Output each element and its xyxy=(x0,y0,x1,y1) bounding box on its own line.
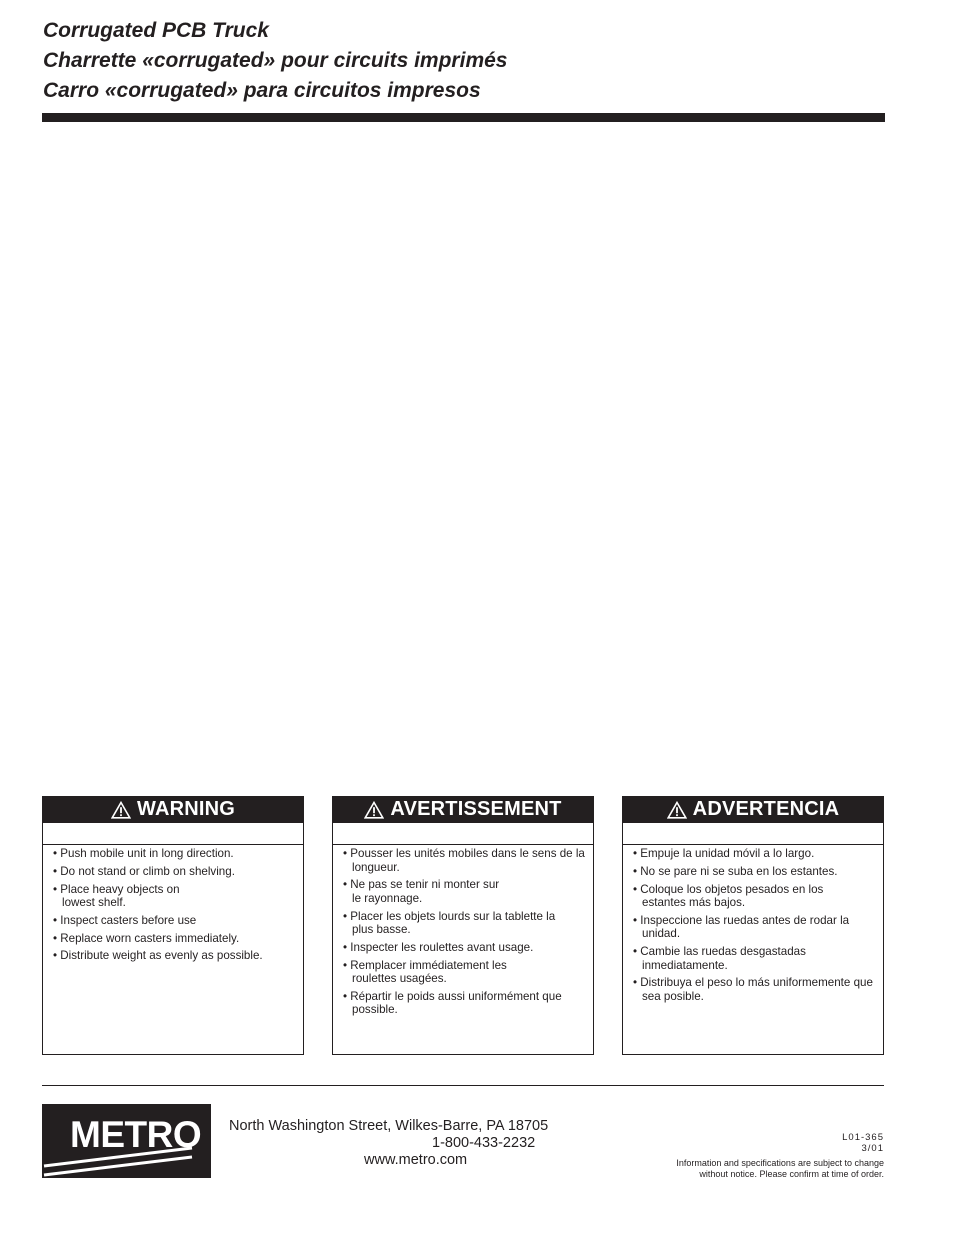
warning-box-spanish xyxy=(622,796,884,1056)
logo-wordmark: METRO xyxy=(70,1114,202,1155)
warning-header-label: ADVERTENCIA xyxy=(692,798,840,820)
warning-list xyxy=(333,845,593,1017)
warning-item: • Distribuya el peso lo más uniformemente que sea posible. xyxy=(633,976,877,1003)
warning-item: • Empuje la unidad móvil a lo largo. xyxy=(633,847,877,861)
title-divider xyxy=(42,113,885,122)
warning-item: • Placer les objets lourds sur la tablette la plus basse. xyxy=(343,910,587,937)
warning-item: • Ne pas se tenir ni monter sur le rayonnage. xyxy=(343,878,587,905)
warning-header xyxy=(332,796,594,823)
warning-body xyxy=(42,823,304,1055)
title-english: Corrugated PCB Truck xyxy=(43,19,269,42)
company-address: North Washington Street, Wilkes-Barre, PA 18705 xyxy=(229,1118,549,1134)
metro-logo xyxy=(42,1104,211,1178)
warning-item: • Inspect casters before use xyxy=(53,914,297,928)
document-number-block xyxy=(842,1132,884,1154)
warning-triangle-icon xyxy=(111,801,131,819)
warning-item: • Inspeccione las ruedas antes de rodar la unidad. xyxy=(633,914,877,941)
warning-list xyxy=(43,845,303,963)
warning-box-english xyxy=(42,796,304,1056)
warning-item: • Pousser les unités mobiles dans le sens de la longueur. xyxy=(343,847,587,874)
company-phone: 1-800-433-2232 xyxy=(432,1135,536,1151)
title-french: Charrette «corrugated» pour circuits imprimés xyxy=(43,49,508,72)
warning-item: • Do not stand or climb on shelving. xyxy=(53,865,297,879)
warning-body xyxy=(622,823,884,1055)
warning-body xyxy=(332,823,594,1055)
warning-header-label: AVERTISSEMENT xyxy=(390,798,562,820)
warning-item: • Remplacer immédiatement les roulettes usagées. xyxy=(343,959,587,986)
warning-item: • Coloque los objetos pesados en los estantes más bajos. xyxy=(633,883,877,910)
warning-header-label: WARNING xyxy=(136,798,236,820)
warning-item: • Inspecter les roulettes avant usage. xyxy=(343,941,587,955)
company-website[interactable]: www.metro.com xyxy=(364,1152,468,1168)
document-number: L01-365 xyxy=(842,1132,884,1143)
disclaimer xyxy=(676,1158,884,1180)
warning-header xyxy=(622,796,884,823)
title-spanish: Carro «corrugated» para circuitos impresos xyxy=(43,79,481,102)
warning-header xyxy=(42,796,304,823)
warning-item: • Distribute weight as evenly as possible. xyxy=(53,949,297,963)
warning-item: • Répartir le poids aussi uniformément que possible. xyxy=(343,990,587,1017)
warning-item: • Cambie las ruedas desgastadas inmediatamente. xyxy=(633,945,877,972)
warning-subheader xyxy=(333,823,593,845)
disclaimer-line: without notice. Please confirm at time of order. xyxy=(699,1169,884,1179)
document-date: 3/01 xyxy=(861,1143,884,1154)
warning-list xyxy=(623,845,883,1003)
warning-box-french xyxy=(332,796,594,1056)
warning-item: • No se pare ni se suba en los estantes. xyxy=(633,865,877,879)
title-block xyxy=(43,16,507,106)
footer-divider xyxy=(42,1085,884,1086)
warning-item: • Place heavy objects on lowest shelf. xyxy=(53,883,297,910)
disclaimer-line: Information and specifications are subject to change xyxy=(676,1158,884,1168)
warning-item: • Push mobile unit in long direction. xyxy=(53,847,297,861)
warning-subheader xyxy=(623,823,883,845)
warning-item: • Replace worn casters immediately. xyxy=(53,932,297,946)
warning-triangle-icon xyxy=(364,801,384,819)
warning-triangle-icon xyxy=(667,801,687,819)
warning-subheader xyxy=(43,823,303,845)
